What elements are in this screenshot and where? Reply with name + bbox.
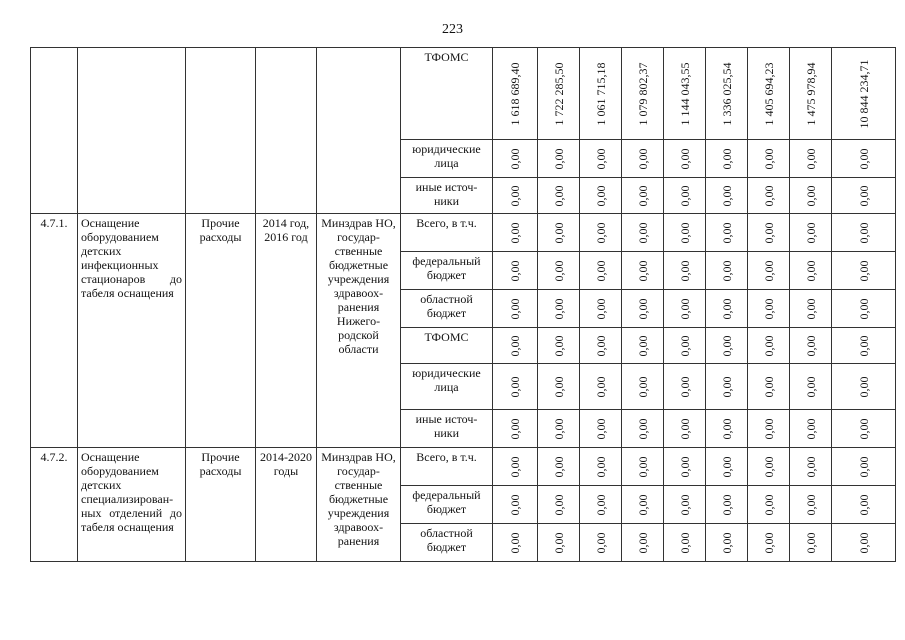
amount-value: 0,00 — [719, 260, 734, 281]
amount-value: 0,00 — [856, 222, 871, 243]
value-cell — [538, 524, 580, 562]
amount-value: 0,00 — [803, 298, 818, 319]
funding-source: федеральный бюджет — [401, 252, 493, 290]
funding-source: юридические лица — [401, 364, 493, 410]
value-cell — [706, 410, 748, 448]
value-cell — [664, 252, 706, 290]
amount-value: 1 405 694,23 — [761, 62, 776, 125]
amount-value: 0,00 — [856, 260, 871, 281]
table-row — [31, 214, 896, 252]
value-cell — [664, 524, 706, 562]
value-cell — [748, 364, 790, 410]
amount-value: 1 336 025,54 — [719, 62, 734, 125]
amount-value: 0,00 — [761, 222, 776, 243]
value-cell — [538, 486, 580, 524]
value-cell — [790, 410, 832, 448]
amount-value: 0,00 — [635, 260, 650, 281]
item-expense-type: Прочие расходы — [186, 214, 256, 448]
value-cell — [664, 140, 706, 178]
item-expense-type: Прочие расходы — [186, 448, 256, 562]
value-cell — [580, 524, 622, 562]
value-cell — [664, 290, 706, 328]
amount-value: 0,00 — [856, 298, 871, 319]
amount-value: 0,00 — [593, 148, 608, 169]
amount-value: 0,00 — [803, 494, 818, 515]
value-cell — [538, 448, 580, 486]
value-cell — [538, 252, 580, 290]
amount-value: 0,00 — [677, 376, 692, 397]
value-cell — [580, 178, 622, 214]
amount-value: 0,00 — [761, 418, 776, 439]
amount-value: 0,00 — [593, 494, 608, 515]
value-cell — [538, 290, 580, 328]
value-cell — [622, 364, 664, 410]
amount-value: 0,00 — [593, 260, 608, 281]
value-cell — [664, 214, 706, 252]
value-cell — [832, 178, 896, 214]
amount-value: 0,00 — [508, 222, 522, 243]
amount-value: 0,00 — [635, 494, 650, 515]
value-cell — [664, 364, 706, 410]
amount-value: 0,00 — [719, 298, 734, 319]
amount-value: 1 722 285,50 — [551, 62, 566, 125]
value-cell — [664, 48, 706, 140]
value-cell — [538, 214, 580, 252]
value-cell — [493, 214, 538, 252]
amount-value: 0,00 — [593, 298, 608, 319]
amount-value: 0,00 — [856, 335, 871, 356]
value-cell — [790, 328, 832, 364]
amount-value: 0,00 — [551, 222, 566, 243]
amount-value: 0,00 — [856, 532, 871, 553]
amount-value: 0,00 — [635, 298, 650, 319]
amount-value: 0,00 — [635, 418, 650, 439]
value-cell — [748, 524, 790, 562]
value-cell — [832, 48, 896, 140]
value-cell — [748, 48, 790, 140]
amount-value: 0,00 — [677, 185, 692, 206]
amount-value: 0,00 — [551, 335, 566, 356]
value-cell — [748, 290, 790, 328]
value-cell — [748, 486, 790, 524]
amount-value: 0,00 — [677, 532, 692, 553]
value-cell — [580, 486, 622, 524]
amount-value: 0,00 — [508, 335, 522, 356]
value-cell — [832, 140, 896, 178]
value-cell — [748, 328, 790, 364]
amount-value: 10 844 234,71 — [856, 59, 871, 128]
amount-value: 0,00 — [856, 148, 871, 169]
value-cell — [706, 486, 748, 524]
amount-value: 0,00 — [508, 418, 522, 439]
empty-cell — [78, 48, 186, 214]
value-cell — [706, 448, 748, 486]
value-cell — [622, 140, 664, 178]
empty-cell — [256, 48, 317, 214]
item-number: 4.7.2. — [31, 448, 78, 562]
funding-source: юридические лица — [401, 140, 493, 178]
amount-value: 0,00 — [593, 335, 608, 356]
table-row — [31, 448, 896, 486]
value-cell — [622, 252, 664, 290]
amount-value: 1 061 715,18 — [593, 62, 608, 125]
value-cell — [580, 328, 622, 364]
amount-value: 0,00 — [551, 532, 566, 553]
amount-value: 0,00 — [677, 298, 692, 319]
value-cell — [748, 140, 790, 178]
amount-value: 0,00 — [719, 222, 734, 243]
amount-value: 0,00 — [761, 148, 776, 169]
item-name: Оснащение оборудованием детских специализирован-ных отделений до табеля оснащения — [78, 448, 186, 562]
value-cell — [580, 252, 622, 290]
amount-value: 0,00 — [761, 260, 776, 281]
amount-value: 0,00 — [635, 148, 650, 169]
funding-source: областной бюджет — [401, 290, 493, 328]
amount-value: 0,00 — [508, 298, 522, 319]
amount-value: 0,00 — [803, 185, 818, 206]
value-cell — [748, 252, 790, 290]
item-period: 2014 год, 2016 год — [256, 214, 317, 448]
amount-value: 0,00 — [856, 185, 871, 206]
item-period: 2014-2020 годы — [256, 448, 317, 562]
value-cell — [832, 410, 896, 448]
value-cell — [664, 178, 706, 214]
amount-value: 0,00 — [803, 222, 818, 243]
amount-value: 0,00 — [761, 298, 776, 319]
value-cell — [493, 140, 538, 178]
amount-value: 0,00 — [856, 418, 871, 439]
value-cell — [790, 252, 832, 290]
amount-value: 0,00 — [719, 185, 734, 206]
value-cell — [580, 290, 622, 328]
amount-value: 0,00 — [803, 532, 818, 553]
value-cell — [748, 410, 790, 448]
value-cell — [832, 364, 896, 410]
value-cell — [832, 448, 896, 486]
value-cell — [832, 486, 896, 524]
value-cell — [622, 178, 664, 214]
value-cell — [790, 364, 832, 410]
empty-cell — [317, 48, 401, 214]
value-cell — [748, 178, 790, 214]
funding-source: иные источ-ники — [401, 178, 493, 214]
amount-value: 0,00 — [803, 456, 818, 477]
amount-value: 0,00 — [761, 335, 776, 356]
value-cell — [706, 290, 748, 328]
amount-value: 0,00 — [508, 260, 522, 281]
amount-value: 1 618 689,40 — [508, 62, 522, 125]
amount-value: 0,00 — [508, 148, 522, 169]
value-cell — [790, 214, 832, 252]
value-cell — [790, 178, 832, 214]
amount-value: 0,00 — [635, 376, 650, 397]
amount-value: 0,00 — [593, 532, 608, 553]
amount-value: 0,00 — [761, 456, 776, 477]
value-cell — [493, 290, 538, 328]
value-cell — [622, 486, 664, 524]
value-cell — [493, 448, 538, 486]
amount-value: 0,00 — [508, 494, 522, 515]
value-cell — [580, 364, 622, 410]
value-cell — [538, 140, 580, 178]
value-cell — [790, 290, 832, 328]
funding-source: Всего, в т.ч. — [401, 214, 493, 252]
value-cell — [706, 252, 748, 290]
amount-value: 0,00 — [761, 532, 776, 553]
value-cell — [580, 214, 622, 252]
amount-value: 0,00 — [677, 335, 692, 356]
amount-value: 0,00 — [719, 335, 734, 356]
empty-cell — [31, 48, 78, 214]
value-cell — [790, 486, 832, 524]
amount-value: 0,00 — [803, 148, 818, 169]
amount-value: 0,00 — [508, 532, 522, 553]
amount-value: 0,00 — [635, 532, 650, 553]
value-cell — [580, 140, 622, 178]
value-cell — [493, 524, 538, 562]
value-cell — [664, 410, 706, 448]
amount-value: 0,00 — [719, 456, 734, 477]
value-cell — [832, 524, 896, 562]
value-cell — [664, 448, 706, 486]
value-cell — [580, 48, 622, 140]
value-cell — [706, 524, 748, 562]
value-cell — [580, 410, 622, 448]
value-cell — [493, 252, 538, 290]
value-cell — [538, 48, 580, 140]
funding-source: ТФОМС — [401, 48, 493, 140]
value-cell — [706, 178, 748, 214]
amount-value: 1 475 978,94 — [803, 62, 818, 125]
amount-value: 0,00 — [551, 260, 566, 281]
funding-source: иные источ-ники — [401, 410, 493, 448]
amount-value: 0,00 — [593, 222, 608, 243]
amount-value: 1 079 802,37 — [635, 62, 650, 125]
amount-value: 0,00 — [551, 185, 566, 206]
value-cell — [493, 178, 538, 214]
value-cell — [832, 252, 896, 290]
amount-value: 1 144 043,55 — [677, 62, 692, 125]
item-number: 4.7.1. — [31, 214, 78, 448]
amount-value: 0,00 — [803, 418, 818, 439]
amount-value: 0,00 — [551, 418, 566, 439]
value-cell — [538, 410, 580, 448]
amount-value: 0,00 — [551, 456, 566, 477]
amount-value: 0,00 — [593, 456, 608, 477]
value-cell — [706, 214, 748, 252]
amount-value: 0,00 — [508, 456, 522, 477]
amount-value: 0,00 — [635, 335, 650, 356]
value-cell — [538, 178, 580, 214]
value-cell — [622, 328, 664, 364]
item-name: Оснащение оборудованием детских инфекционных стационаров до табеля оснащения — [78, 214, 186, 448]
value-cell — [493, 328, 538, 364]
value-cell — [706, 328, 748, 364]
value-cell — [622, 524, 664, 562]
amount-value: 0,00 — [719, 494, 734, 515]
value-cell — [493, 48, 538, 140]
value-cell — [790, 48, 832, 140]
item-executor: Минздрав НО, государ-ственные бюджетные учреждения здравоох-ранения Нижего-родской области — [317, 214, 401, 448]
amount-value: 0,00 — [856, 456, 871, 477]
table-row — [31, 48, 896, 140]
amount-value: 0,00 — [803, 376, 818, 397]
value-cell — [622, 48, 664, 140]
empty-cell — [186, 48, 256, 214]
amount-value: 0,00 — [856, 494, 871, 515]
amount-value: 0,00 — [677, 260, 692, 281]
value-cell — [622, 214, 664, 252]
amount-value: 0,00 — [551, 148, 566, 169]
amount-value: 0,00 — [677, 456, 692, 477]
amount-value: 0,00 — [551, 376, 566, 397]
value-cell — [622, 448, 664, 486]
value-cell — [580, 448, 622, 486]
amount-value: 0,00 — [719, 532, 734, 553]
value-cell — [622, 290, 664, 328]
amount-value: 0,00 — [677, 418, 692, 439]
value-cell — [493, 410, 538, 448]
value-cell — [622, 410, 664, 448]
amount-value: 0,00 — [508, 376, 522, 397]
amount-value: 0,00 — [593, 185, 608, 206]
page-number: 223 — [442, 22, 463, 37]
amount-value: 0,00 — [719, 376, 734, 397]
amount-value: 0,00 — [677, 148, 692, 169]
value-cell — [538, 364, 580, 410]
value-cell — [493, 364, 538, 410]
item-executor: Минздрав НО, государ-ственные бюджетные учреждения здравоох-ранения — [317, 448, 401, 562]
value-cell — [706, 140, 748, 178]
value-cell — [832, 290, 896, 328]
budget-table — [30, 47, 896, 562]
value-cell — [790, 140, 832, 178]
funding-source: Всего, в т.ч. — [401, 448, 493, 486]
funding-source: ТФОМС — [401, 328, 493, 364]
value-cell — [706, 364, 748, 410]
value-cell — [664, 486, 706, 524]
value-cell — [538, 328, 580, 364]
value-cell — [790, 448, 832, 486]
value-cell — [748, 448, 790, 486]
amount-value: 0,00 — [761, 185, 776, 206]
amount-value: 0,00 — [593, 376, 608, 397]
amount-value: 0,00 — [677, 494, 692, 515]
amount-value: 0,00 — [803, 335, 818, 356]
amount-value: 0,00 — [635, 456, 650, 477]
amount-value: 0,00 — [635, 185, 650, 206]
amount-value: 0,00 — [856, 376, 871, 397]
value-cell — [790, 524, 832, 562]
value-cell — [832, 214, 896, 252]
amount-value: 0,00 — [761, 494, 776, 515]
value-cell — [706, 48, 748, 140]
amount-value: 0,00 — [719, 418, 734, 439]
amount-value: 0,00 — [551, 494, 566, 515]
amount-value: 0,00 — [551, 298, 566, 319]
value-cell — [832, 328, 896, 364]
amount-value: 0,00 — [677, 222, 692, 243]
amount-value: 0,00 — [719, 148, 734, 169]
amount-value: 0,00 — [803, 260, 818, 281]
amount-value: 0,00 — [635, 222, 650, 243]
amount-value: 0,00 — [761, 376, 776, 397]
amount-value: 0,00 — [593, 418, 608, 439]
value-cell — [493, 486, 538, 524]
amount-value: 0,00 — [508, 185, 522, 206]
value-cell — [748, 214, 790, 252]
funding-source: областной бюджет — [401, 524, 493, 562]
funding-source: федеральный бюджет — [401, 486, 493, 524]
value-cell — [664, 328, 706, 364]
